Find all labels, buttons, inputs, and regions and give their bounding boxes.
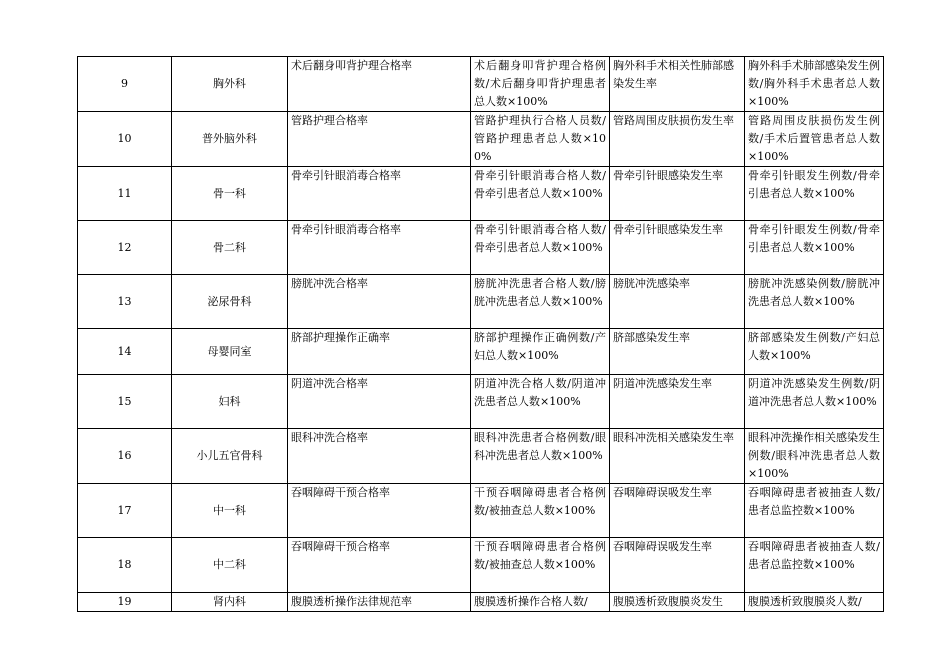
table-row bbox=[78, 484, 884, 538]
table-row bbox=[78, 593, 884, 612]
department: 胸外科 bbox=[172, 57, 288, 112]
infection-formula: 胸外科手术肺部感染发生例数/胸外科手术患者总人数×100% bbox=[745, 57, 884, 112]
department: 小儿五官骨科 bbox=[172, 429, 288, 484]
table-row bbox=[78, 221, 884, 275]
department: 骨一科 bbox=[172, 167, 288, 221]
quality-indicator: 骨牵引针眼消毒合格率 bbox=[288, 167, 471, 221]
quality-formula: 干预吞咽障碍患者合格例数/被抽查总人数×100% bbox=[471, 484, 610, 538]
quality-indicator: 阴道冲洗合格率 bbox=[288, 375, 471, 429]
infection-indicator: 胸外科手术相关性肺部感染发生率 bbox=[610, 57, 745, 112]
quality-indicator: 术后翻身叩背护理合格率 bbox=[288, 57, 471, 112]
infection-indicator: 阴道冲洗感染发生率 bbox=[610, 375, 745, 429]
quality-indicator: 腹膜透析操作法律规范率 bbox=[288, 593, 471, 612]
quality-formula: 骨牵引针眼消毒合格人数/骨牵引患者总人数×100% bbox=[471, 221, 610, 275]
row-number: 12 bbox=[78, 221, 172, 275]
infection-formula: 阴道冲洗感染发生例数/阴道冲洗患者总人数×100% bbox=[745, 375, 884, 429]
table-row bbox=[78, 57, 884, 112]
department: 骨二科 bbox=[172, 221, 288, 275]
row-number: 11 bbox=[78, 167, 172, 221]
infection-indicator: 骨牵引针眼感染发生率 bbox=[610, 221, 745, 275]
quality-formula: 眼科冲洗患者合格例数/眼科冲洗患者总人数×100% bbox=[471, 429, 610, 484]
table-row bbox=[78, 375, 884, 429]
quality-formula: 膀胱冲洗患者合格人数/膀胱冲洗患者总人数×100% bbox=[471, 275, 610, 329]
table-row bbox=[78, 167, 884, 221]
quality-formula: 腹膜透析操作合格人数/ bbox=[471, 593, 610, 612]
infection-formula: 膀胱冲洗感染例数/膀胱冲洗患者总人数×100% bbox=[745, 275, 884, 329]
department: 妇科 bbox=[172, 375, 288, 429]
department: 肾内科 bbox=[172, 593, 288, 612]
table-body bbox=[78, 57, 884, 612]
row-number: 10 bbox=[78, 112, 172, 167]
quality-indicator: 吞咽障碍干预合格率 bbox=[288, 484, 471, 538]
infection-indicator: 脐部感染发生率 bbox=[610, 329, 745, 375]
quality-indicator: 管路护理合格率 bbox=[288, 112, 471, 167]
row-number: 13 bbox=[78, 275, 172, 329]
row-number: 19 bbox=[78, 593, 172, 612]
row-number: 15 bbox=[78, 375, 172, 429]
table-row bbox=[78, 275, 884, 329]
row-number: 17 bbox=[78, 484, 172, 538]
quality-formula: 脐部护理操作正确例数/产妇总人数×100% bbox=[471, 329, 610, 375]
infection-indicator: 膀胱冲洗感染率 bbox=[610, 275, 745, 329]
infection-indicator: 骨牵引针眼感染发生率 bbox=[610, 167, 745, 221]
row-number: 14 bbox=[78, 329, 172, 375]
infection-formula: 眼科冲洗操作相关感染发生例数/眼科冲洗患者总人数×100% bbox=[745, 429, 884, 484]
nursing-indicator-table bbox=[77, 56, 884, 612]
department: 母婴同室 bbox=[172, 329, 288, 375]
quality-indicator: 脐部护理操作正确率 bbox=[288, 329, 471, 375]
table-row bbox=[78, 112, 884, 167]
infection-formula: 吞咽障碍患者被抽查人数/患者总监控数×100% bbox=[745, 538, 884, 593]
infection-formula: 吞咽障碍患者被抽查人数/患者总监控数×100% bbox=[745, 484, 884, 538]
quality-formula: 阴道冲洗合格人数/阴道冲洗患者总人数×100% bbox=[471, 375, 610, 429]
infection-indicator: 腹膜透析致腹膜炎发生 bbox=[610, 593, 745, 612]
department: 普外脑外科 bbox=[172, 112, 288, 167]
quality-indicator: 骨牵引针眼消毒合格率 bbox=[288, 221, 471, 275]
infection-formula: 骨牵引针眼发生例数/骨牵引患者总人数×100% bbox=[745, 167, 884, 221]
quality-formula: 术后翻身叩背护理合格例数/术后翻身叩背护理患者总人数×100% bbox=[471, 57, 610, 112]
department: 泌尿骨科 bbox=[172, 275, 288, 329]
table-row bbox=[78, 429, 884, 484]
infection-formula: 腹膜透析致腹膜炎人数/ bbox=[745, 593, 884, 612]
row-number: 9 bbox=[78, 57, 172, 112]
table-row bbox=[78, 329, 884, 375]
department: 中一科 bbox=[172, 484, 288, 538]
infection-indicator: 吞咽障碍误吸发生率 bbox=[610, 538, 745, 593]
infection-formula: 管路周围皮肤损伤发生例数/手术后置管患者总人数×100% bbox=[745, 112, 884, 167]
infection-indicator: 眼科冲洗相关感染发生率 bbox=[610, 429, 745, 484]
infection-formula: 骨牵引针眼发生例数/骨牵引患者总人数×100% bbox=[745, 221, 884, 275]
quality-indicator: 膀胱冲洗合格率 bbox=[288, 275, 471, 329]
infection-indicator: 管路周围皮肤损伤发生率 bbox=[610, 112, 745, 167]
department: 中二科 bbox=[172, 538, 288, 593]
quality-indicator: 眼科冲洗合格率 bbox=[288, 429, 471, 484]
infection-indicator: 吞咽障碍误吸发生率 bbox=[610, 484, 745, 538]
row-number: 16 bbox=[78, 429, 172, 484]
quality-formula: 骨牵引针眼消毒合格人数/骨牵引患者总人数×100% bbox=[471, 167, 610, 221]
quality-indicator: 吞咽障碍干预合格率 bbox=[288, 538, 471, 593]
table-row bbox=[78, 538, 884, 593]
row-number: 18 bbox=[78, 538, 172, 593]
quality-formula: 干预吞咽障碍患者合格例数/被抽查总人数×100% bbox=[471, 538, 610, 593]
infection-formula: 脐部感染发生例数/产妇总人数×100% bbox=[745, 329, 884, 375]
quality-formula: 管路护理执行合格人员数/管路护理患者总人数×100% bbox=[471, 112, 610, 167]
